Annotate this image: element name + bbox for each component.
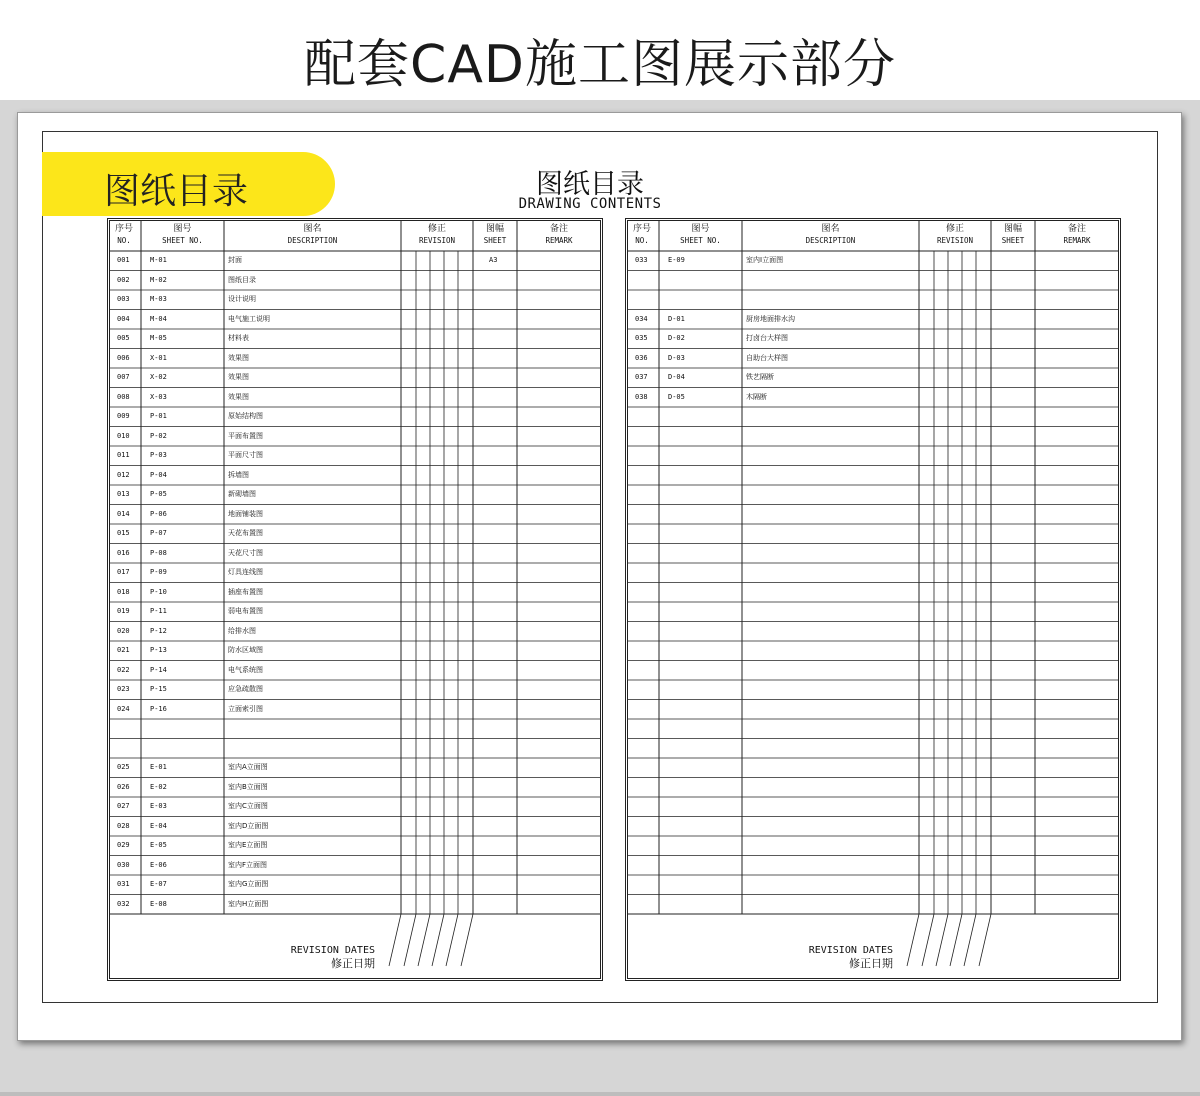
right-row-desc: 自助台大样图 (746, 353, 788, 362)
left-row-desc: 电气施工说明 (228, 314, 270, 323)
left-row-desc: 效果图 (228, 353, 249, 362)
left-row-desc: 天花布置图 (228, 529, 263, 537)
left-row-no: 025 (117, 763, 130, 771)
left-row-no: 017 (117, 568, 130, 576)
left-row-no: 028 (117, 821, 130, 830)
left-row-no: 016 (117, 548, 130, 557)
left-row-desc: 室内H立面图 (228, 899, 269, 908)
contents-title: 图纸目录 (536, 169, 644, 200)
left-row-desc: 地面铺装图 (228, 509, 263, 518)
left-row-no: 026 (117, 782, 130, 791)
left-row-sheet: P-10 (150, 587, 167, 596)
left-row-desc: 弱电布置图 (228, 607, 263, 615)
right-row-no: 033 (635, 256, 648, 264)
left-row-desc: 图纸目录 (228, 275, 256, 284)
left-row-sheet: P-07 (150, 529, 167, 537)
left-row-sheet: M-04 (150, 314, 167, 323)
right-header-sheet (659, 224, 742, 246)
left-row-desc: 室内C立面图 (228, 802, 268, 810)
right-header-no (625, 224, 659, 246)
left-row-sheet: E-06 (150, 860, 167, 869)
left-row-no: 010 (117, 431, 130, 440)
left-row-sheet: X-01 (150, 353, 167, 362)
left-row-desc: 室内F立面图 (228, 860, 268, 869)
right-row-sheet: D-03 (668, 353, 685, 362)
right-revision-dates-cn: 修正日期 (849, 957, 893, 970)
left-row-desc: 给排水图 (228, 626, 256, 635)
left-row-no: 018 (117, 587, 130, 596)
left-revision-dates-en: REVISION DATES (290, 945, 375, 956)
left-row-desc: 设计说明 (228, 295, 256, 303)
right-row-no: 035 (635, 334, 648, 342)
right-header-size (991, 224, 1035, 246)
left-row-sheet: E-05 (150, 841, 167, 849)
left-header-remark (517, 224, 601, 246)
left-row-no: 013 (117, 490, 130, 498)
left-row-no: 014 (117, 509, 130, 518)
left-header-rev (401, 224, 473, 246)
left-row-desc: 室内D立面图 (228, 821, 269, 830)
left-row-no: 021 (117, 646, 130, 654)
right-row-no: 034 (635, 314, 648, 323)
left-row-no: 011 (117, 451, 130, 459)
right-revision-dates (809, 944, 893, 970)
left-row-no: 030 (117, 860, 130, 869)
left-row-sheet: P-16 (150, 704, 167, 713)
left-row-sheet: P-02 (150, 431, 167, 440)
left-row-no: 006 (117, 353, 130, 362)
left-row-desc: 材料表 (228, 334, 249, 342)
right-row-no: 038 (635, 392, 648, 401)
left-revision-dates-cn: 修正日期 (331, 957, 375, 970)
left-row-desc: 效果图 (228, 392, 249, 401)
left-row-no: 029 (117, 841, 130, 849)
left-row-sheet: E-04 (150, 821, 167, 830)
left-row-desc: 插座布置图 (228, 587, 263, 596)
left-row-sheet: P-15 (150, 685, 167, 693)
left-header-no-cn: 序号 (114, 224, 133, 234)
left-row-desc: 平面尺寸图 (228, 451, 263, 459)
left-row-no: 020 (117, 626, 130, 635)
left-row-sheet: E-03 (150, 802, 167, 810)
left-row-sheet: P-03 (150, 451, 167, 459)
left-row-no: 004 (117, 314, 130, 323)
left-row-no: 001 (117, 256, 130, 264)
left-header-size-cn: 图幅 (485, 224, 504, 234)
right-row-no: 036 (635, 353, 648, 362)
left-row-no: 008 (117, 392, 130, 401)
right-row-no: 037 (635, 373, 648, 381)
right-row-desc: 木隔断 (746, 392, 767, 401)
left-row-sheet: E-08 (150, 899, 167, 908)
right-header-remark-en: REMARK (1063, 236, 1091, 245)
left-row-no: 009 (117, 412, 130, 420)
left-row-sheet: P-01 (150, 412, 167, 420)
left-row-size: A3 (489, 256, 498, 264)
left-row-sheet: P-11 (150, 607, 167, 615)
left-row-desc: 天花尺寸图 (228, 548, 263, 557)
right-row-sheet: D-02 (668, 334, 685, 342)
right-header-desc-cn: 图名 (821, 224, 840, 234)
right-row-desc: 铁艺隔断 (746, 373, 774, 381)
left-row-desc: 灯具连线图 (228, 568, 263, 576)
left-row-sheet: P-05 (150, 490, 167, 498)
left-row-desc: 室内E立面图 (228, 841, 268, 849)
right-row-sheet: D-05 (668, 392, 685, 401)
left-row-no: 015 (117, 529, 130, 537)
contents-table-right (625, 218, 1121, 981)
left-header-size (473, 224, 517, 246)
left-header-size-en: SHEET (483, 236, 507, 245)
left-row-sheet: E-02 (150, 782, 167, 791)
right-header-size-cn: 图幅 (1003, 224, 1022, 234)
left-row-sheet: E-01 (150, 763, 167, 771)
left-row-no: 003 (117, 295, 130, 303)
left-row-sheet: P-06 (150, 509, 167, 518)
page-headline: 配套CAD施工图展示部分 (304, 35, 896, 95)
badge-label: 图纸目录 (104, 171, 249, 212)
left-row-desc: 立面索引图 (228, 704, 263, 713)
right-row-sheet: D-04 (668, 373, 685, 381)
left-header-rev-en: REVISION (418, 236, 456, 245)
right-row-sheet: E-09 (668, 256, 685, 264)
left-row-desc: 新砌墙图 (228, 490, 256, 498)
left-row-no: 012 (117, 470, 130, 479)
left-header-sheet-en: SHEET NO. (162, 236, 203, 245)
left-row-desc: 室内G立面图 (228, 880, 269, 888)
left-row-sheet: M-03 (150, 295, 167, 303)
right-header-rev-en: REVISION (936, 236, 974, 245)
left-grid-lines (107, 218, 603, 981)
left-row-sheet: X-02 (150, 373, 167, 381)
left-row-sheet: P-12 (150, 626, 167, 635)
left-header-rev-cn: 修正 (427, 224, 446, 234)
right-header-desc-en: DESCRIPTION (805, 236, 856, 245)
left-row-sheet: M-02 (150, 275, 167, 284)
right-header-rev (919, 224, 991, 246)
left-row-no: 032 (117, 899, 130, 908)
left-row-no: 027 (117, 802, 130, 810)
right-header-remark (1035, 224, 1119, 246)
left-row-desc: 效果图 (228, 373, 249, 381)
right-header-sheet-en: SHEET NO. (680, 236, 721, 245)
left-header-remark-en: REMARK (545, 236, 573, 245)
left-row-desc: 平面布置图 (228, 431, 263, 440)
left-row-sheet: M-01 (150, 256, 167, 264)
left-row-desc: 封面 (228, 256, 242, 264)
right-row-desc: 厨房地面排水沟 (746, 314, 795, 323)
left-row-no: 022 (117, 665, 130, 674)
right-header-no-en: NO. (635, 236, 649, 245)
left-row-desc: 室内B立面图 (228, 782, 268, 791)
left-row-desc: 应急疏散图 (228, 685, 263, 693)
left-header-desc-cn: 图名 (303, 224, 322, 234)
contents-title-english: DRAWING CONTENTS (518, 196, 662, 212)
right-row-desc: 室内I立面图 (746, 256, 784, 264)
left-header-no-en: NO. (117, 236, 131, 245)
contents-table-left (107, 218, 603, 981)
left-header-desc-en: DESCRIPTION (287, 236, 338, 245)
left-row-sheet: P-09 (150, 568, 167, 576)
left-row-desc: 室内A立面图 (228, 763, 268, 771)
left-row-no: 031 (117, 880, 130, 888)
left-row-desc: 拆墙图 (228, 470, 249, 479)
left-header-no (107, 224, 141, 246)
right-row-sheet: D-01 (668, 314, 685, 323)
left-header-desc (224, 224, 401, 246)
left-row-desc: 防水区域图 (228, 646, 263, 654)
left-row-no: 005 (117, 334, 130, 342)
right-header-sheet-cn: 图号 (691, 224, 710, 234)
left-row-no: 019 (117, 607, 130, 615)
left-row-sheet: P-08 (150, 548, 167, 557)
left-row-no: 007 (117, 373, 130, 381)
left-row-sheet: X-03 (150, 392, 167, 401)
left-row-no: 024 (117, 704, 130, 713)
right-row-desc: 打卤台大样图 (746, 334, 788, 342)
right-header-desc (742, 224, 919, 246)
left-row-desc: 原始结构图 (228, 412, 263, 420)
right-revision-dates-en: REVISION DATES (808, 945, 893, 956)
right-header-rev-cn: 修正 (945, 224, 964, 234)
left-row-desc: 电气系统图 (228, 665, 263, 674)
right-header-no-cn: 序号 (632, 224, 651, 234)
left-header-remark-cn: 备注 (549, 224, 568, 234)
left-row-no: 023 (117, 685, 130, 693)
left-row-sheet: M-05 (150, 334, 167, 342)
left-row-sheet: E-07 (150, 880, 167, 888)
right-header-remark-cn: 备注 (1067, 224, 1086, 234)
right-header-size-en: SHEET (1001, 236, 1025, 245)
left-header-sheet (141, 224, 224, 246)
left-revision-dates (291, 944, 375, 970)
left-header-sheet-cn: 图号 (173, 224, 192, 234)
left-row-sheet: P-04 (150, 470, 167, 479)
left-row-sheet: P-14 (150, 665, 167, 674)
left-row-no: 002 (117, 275, 130, 284)
right-grid-lines (625, 218, 1121, 981)
left-row-sheet: P-13 (150, 646, 167, 654)
